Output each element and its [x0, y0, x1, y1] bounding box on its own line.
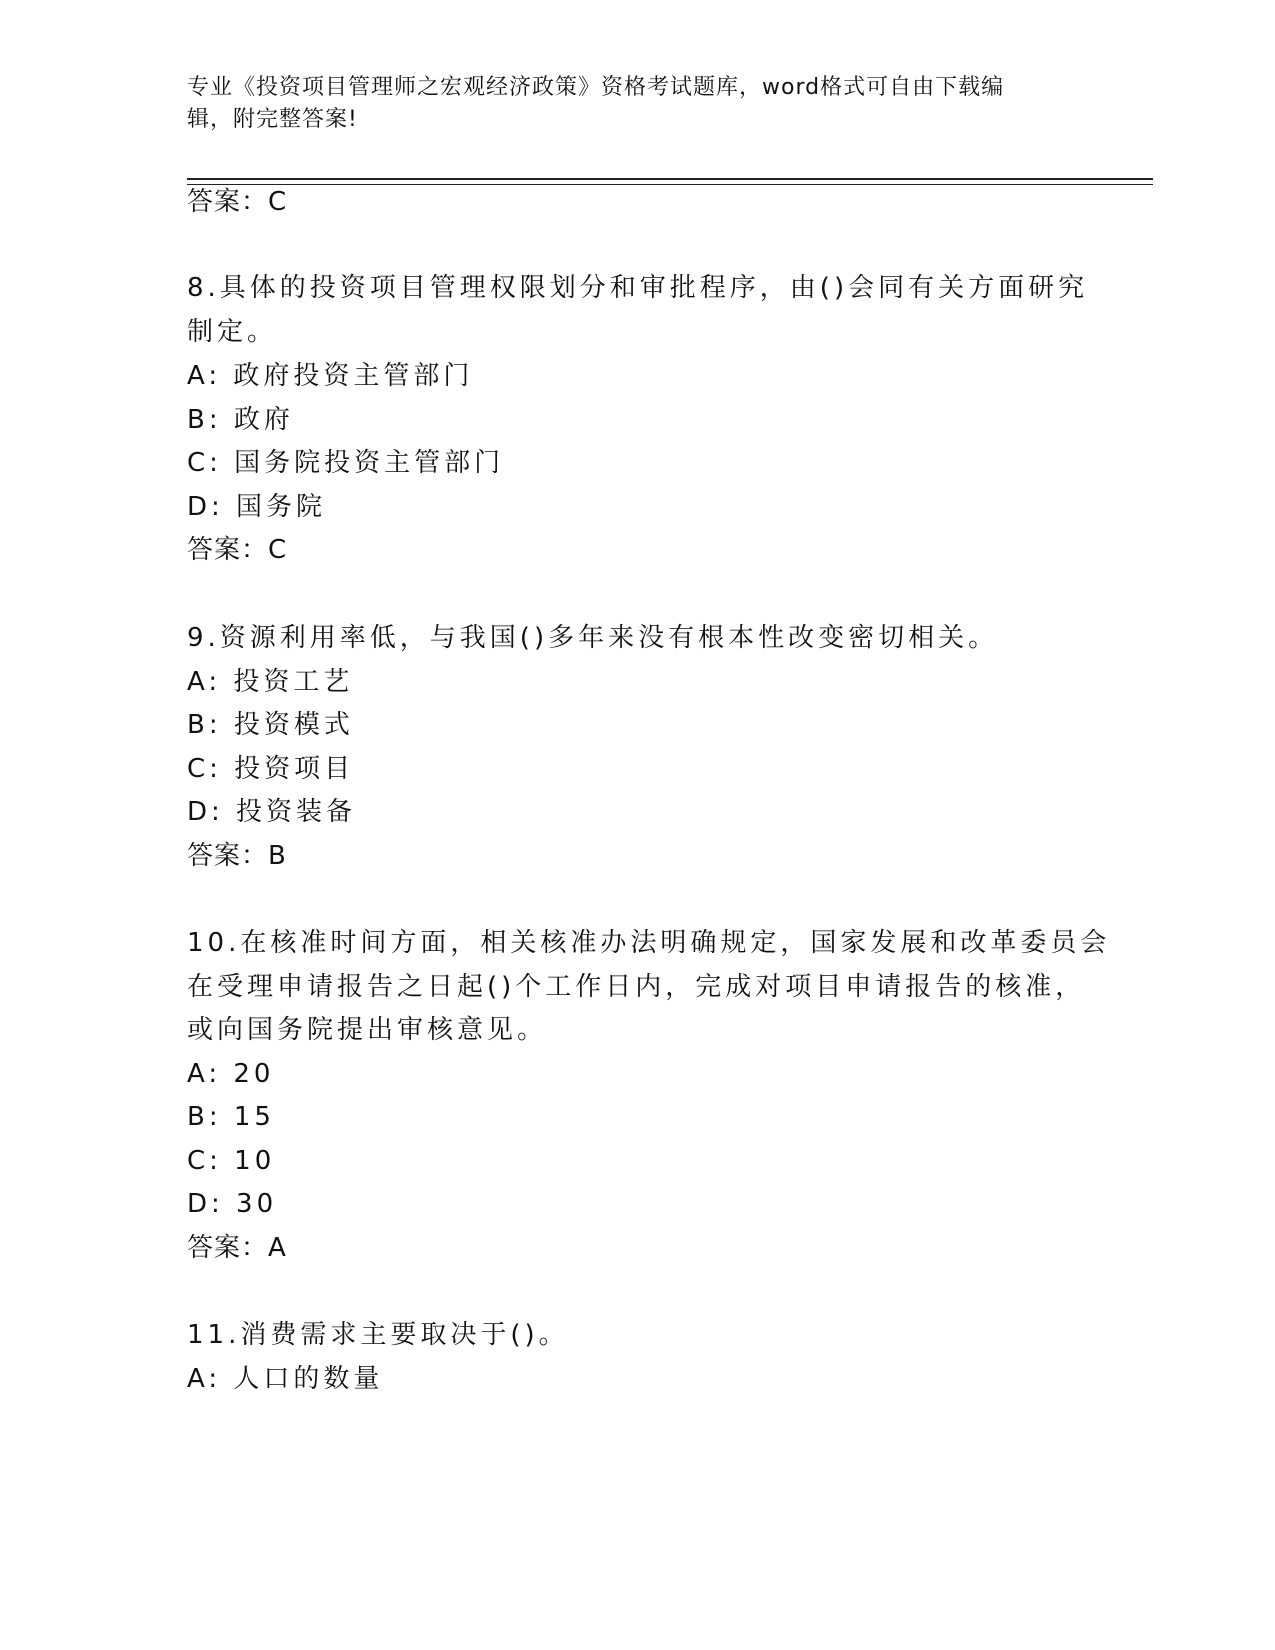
question-11-option-a: A: 人口的数量	[187, 1364, 384, 1394]
question-10-option-d: D: 30	[187, 1189, 278, 1219]
header-divider-thick	[187, 178, 1153, 180]
question-8-option-b: B: 政府	[187, 405, 294, 435]
question-10-option-a: A: 20	[187, 1059, 275, 1089]
header-line-2: 辑，附完整答案!	[187, 107, 358, 132]
question-10-option-b: B: 15	[187, 1102, 275, 1132]
question-8-answer: 答案：C	[187, 535, 288, 565]
question-10-text-line-3: 或向国务院提出审核意见。	[187, 1015, 548, 1045]
question-10-answer: 答案：A	[187, 1233, 287, 1263]
question-8-text-line-1: 8.具体的投资项目管理权限划分和审批程序，由()会同有关方面研究	[187, 273, 1089, 303]
question-10-text-line-1: 10.在核准时间方面，相关核准办法明确规定，国家发展和改革委员会	[187, 928, 1111, 958]
header-divider-thin	[187, 184, 1153, 185]
header-line-1: 专业《投资项目管理师之宏观经济政策》资格考试题库，word格式可自由下载编	[187, 75, 1005, 100]
question-11-text-line-1: 11.消费需求主要取决于()。	[187, 1320, 569, 1350]
question-8-option-a: A: 政府投资主管部门	[187, 361, 474, 391]
question-8-option-d: D: 国务院	[187, 492, 327, 522]
question-9-option-d: D: 投资装备	[187, 797, 357, 827]
question-9-option-a: A: 投资工艺	[187, 667, 354, 697]
question-9-option-c: C: 投资项目	[187, 754, 355, 784]
question-10-option-c: C: 10	[187, 1146, 276, 1176]
document-header	[187, 72, 1067, 136]
question-10-text-line-2: 在受理申请报告之日起()个工作日内，完成对项目申请报告的核准，	[187, 972, 1086, 1002]
question-8-option-c: C: 国务院投资主管部门	[187, 448, 505, 478]
question-9-option-b: B: 投资模式	[187, 710, 354, 740]
question-9-answer: 答案：B	[187, 841, 287, 871]
question-8-text-line-2: 制定。	[187, 317, 278, 347]
question-9-text-line-1: 9.资源利用率低，与我国()多年来没有根本性改变密切相关。	[187, 623, 999, 653]
previous-answer: 答案：C	[187, 187, 288, 217]
